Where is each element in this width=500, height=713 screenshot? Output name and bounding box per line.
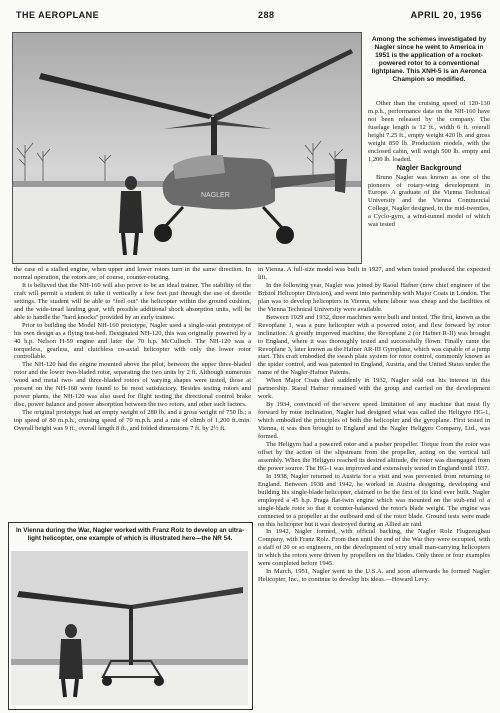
- paragraph: In 1942, Nagler formed, with official backing, the Nagler Rolz Flugzeugbau Company, with Franz Rolz. From then until the end of the War they were occupied, with a staff of 20 or so engineers, on the development of very small man-carrying helicopters in which the rotors were driven by propellers on the blades. Only three or four examples were completed before 1945.: [258, 528, 490, 568]
- issue-date: APRIL 20, 1956: [410, 10, 482, 20]
- paragraph: Between 1929 and 1932, three machines were built and tested. The first, known as the Revoplane 1, was a pure helicopter with a powered rotor, and flew forward by rotor inclination. A greatly improved machine, the Revoplane 2 (or Hafner R-II) was brought to England, where it was thoroughly tested and successfully flown. Finally came the Revoplane 3, later known as the Hafner AR-III Gyroplane, which was capable of a jump start. This craft embodied the swash plate system for rotor control, commonly known as the spider control, and was patented in England, Austria, and the United States under the name of the Nagler-Hafner Patents.: [258, 313, 490, 377]
- journal-title: THE AEROPLANE: [16, 10, 100, 20]
- paragraph: Other than the cruising speed of 120-130 m.p.h., performance data on the NH-160 have not been released by the company. The fuselage length is 12 ft., width 6 ft. overall height 7.25 ft., empty weight 420 lb. and gross weight 850 lb. Production models, with the enclosed cabin, will weigh 500 lb. empty and 1,200 lb. loaded.: [368, 100, 490, 163]
- rotor-kite-photo-icon: [11, 551, 248, 705]
- paragraph: The Heligyro had a powered rotor and a pusher propeller. Torque from the rotor was offset by the action of the slipstream from the propeller, acting on the vertical tail assembly. When the Heligyro reached its desired altitude, the rotor was disengaged from the power source. The HG-1 was improved and extensively tested in England until 1937.: [258, 440, 490, 472]
- paragraph: The original prototype had an empty weight of 280 lb. and a gross weight of 750 lb.; a top speed of 80 m.p.h., cruising speed of 70 m.p.h. and a rate of climb of 1,200 ft./min. Overall height was 9 ft., overall length 8 ft., and folded dimensions 7 ft. by 2½ ft.: [14, 409, 251, 433]
- section-heading: Nagler Background: [396, 164, 462, 172]
- paragraph: in Vienna. A full-size model was built in 1927, and when tested produced the expected lift.: [258, 266, 490, 281]
- page-header: [14, 10, 486, 24]
- paragraph: In 1938, Nagler returned to Austria for a visit and was prevented from returning to England. Between 1938 and 1942, he worked in Austria designing, developing and building his single-blade helicopter, claimed to be the first of its kind ever built. Nagler employed a 45 h.p. Praga flat-twin engine which was mounted on the stub-end of a single-blade rotor so that it counter-balanced the rotor's blade weight. The engine was connected to a propeller at the outboard end of the rotor blade. Ground tests were made on this helicopter but it was destroyed during an Allied air raid.: [258, 472, 490, 528]
- paragraph: The NH-120 had the engine mounted above the pilot, between the upper three-bladed rotor and the lower two-bladed rotor, separating the two units by 2 ft. Although numerous wood and metal two- and three-bladed rotors of varying shapes were tested, those at present on the NH-160 were found to be most satisfactory. Besides testing rotors and power plants, the NH-120 was also used for flight testing the directional control brake disc, power balance and power absorption between the two rotors, and other such factors.: [14, 361, 251, 409]
- paragraph: In the following year, Nagler was joined by Raoul Hafner (now chief engineer of the Bristol Helicopter Division), and went into partnership with Major Coats in London. The plan was to develop helicopters in Vienna, where labour was cheap and the facilities of the Vienna Technical University were available.: [258, 281, 490, 313]
- paragraph: Bruno Nagler was known as one of the pioneers of rotary-wing development in Europe. A graduate of the Vienna Technical University and the Vienna Commercial College, Nagler designed, in the mid-twenties, a Cyclo-gyro, a wind-tunnel model of which was tested: [368, 173, 490, 229]
- registration-text: NAGLER: [201, 192, 230, 199]
- helicopter-photo-icon: [13, 33, 361, 263]
- paragraph: By 1934, convinced of the severe speed limitation of any machine that must fly forward by rotor inclination, Nagler had designed what was called the Heligyro HG-1, which embodied the principles of both the helicopter and the gyroplane. First tested in Vienna, it was then brought to England and the Nagler Heligyro Company, Ltd., was formed.: [258, 401, 490, 441]
- rotor-kite-photo: [11, 551, 248, 705]
- bottom-photo-caption: In Vienna during the War, Nagler worked with Franz Rolz to develop an ultra-light helicopter, one example of which is illustrated here—the NR 54.: [15, 527, 245, 542]
- paragraph: Prior to building the Model NH-160 prototype, Nagler used a single-seat prototype of his own design as a flying test-bed. Designated NH-120, this was originally powered by a 40 h.p. Nelson H-59 engine and later the 70 h.p. McCulloch. The NH-120 was a torqueless, gearless, and clutchless co-axial helicopter with only the lower rotor controllable.: [14, 321, 251, 361]
- top-photo-caption: Among the schemes investigated by Nagler since he went to America in 1951 is the application of a rocket-powered rotor to a conventional lightplane. This XNH-5 is an Aeronca Champion so modified.: [371, 36, 487, 83]
- right-column: [258, 266, 490, 584]
- figure-box: [8, 522, 253, 710]
- paragraph: It is believed that the NH-160 will also prove to be an ideal trainer. The stability of the craft will permit a student to take it vertically a few feet just through the use of throttle settings. The student will be able to "feel out" the helicopter within the ground cushion, and the wide-tread landing gear, with possible additional shock absorption units, will be able to handle the "hard knocks" provided by an early trainee.: [14, 281, 251, 321]
- right-column-intro: [368, 100, 490, 229]
- helicopter-photo: [12, 32, 362, 264]
- paragraph: In March, 1951, Nagler went to the U.S.A. and soon afterwards he formed Nagler Helicopter, Inc., to continue to develop his ideas.—Howard Levy.: [258, 568, 490, 584]
- left-column: [14, 266, 251, 433]
- paragraph: the case of a stalled engine, when upper and lower rotors turn in the same direction. In normal operation, the rotors are, of course, counter-rotating.: [14, 266, 251, 281]
- paragraph: When Major Coats died suddenly in 1932, Nagler sold out his interest in this partnership. Raoul Hafner remained with the group and carried on the development work.: [258, 377, 490, 401]
- page-number: 288: [258, 10, 275, 20]
